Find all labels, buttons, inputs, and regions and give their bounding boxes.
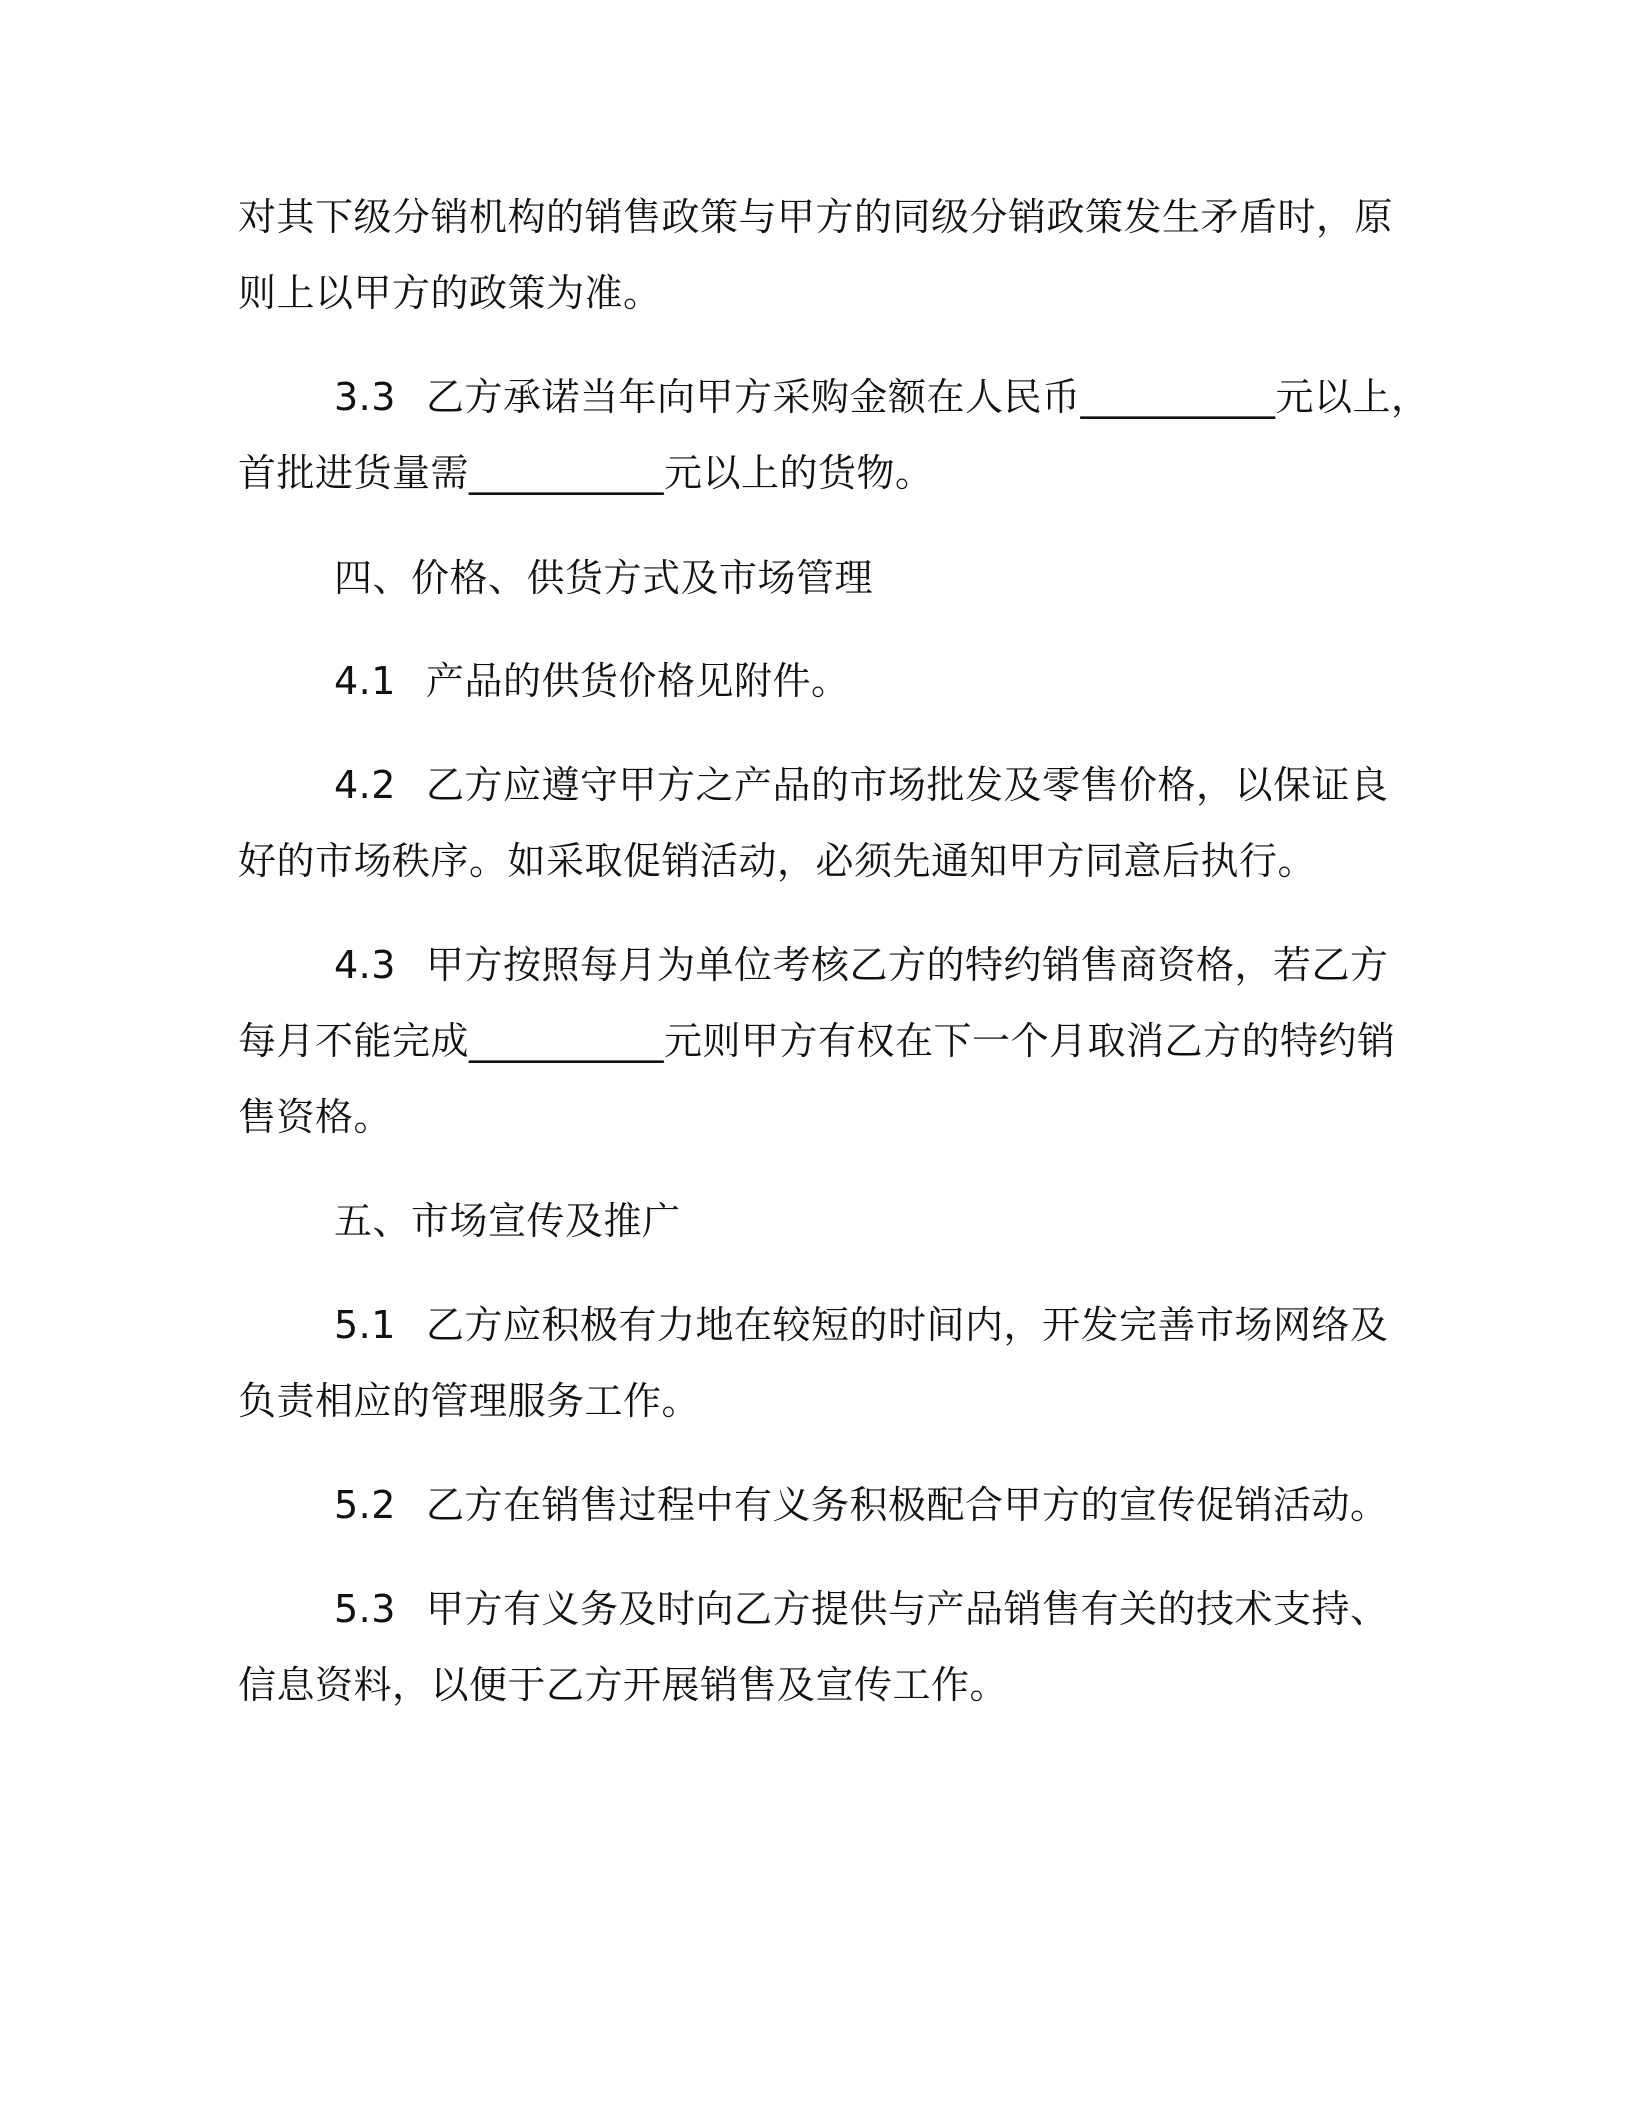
line-text: 每月不能完成__________元则甲方有权在下一个月取消乙方的特约销	[238, 1019, 1396, 1063]
clause-text: 乙方应积极有力地在较短的时间内，开发完善市场网络及	[426, 1303, 1389, 1347]
section-heading-text: 五、市场宣传及推广	[334, 1199, 681, 1243]
line-text: 对其下级分销机构的销售政策与甲方的同级分销政策发生矛盾时，原	[238, 195, 1394, 239]
clause-text: 产品的供货价格见附件。	[426, 659, 850, 703]
clause-text: 乙方承诺当年向甲方采购金额在人民币__________元以上，	[426, 375, 1430, 419]
section-heading-5	[334, 1196, 681, 1246]
text-line	[238, 1376, 700, 1426]
text-line	[238, 1092, 392, 1142]
text-line	[238, 268, 662, 318]
clause-5-2	[334, 1480, 1389, 1530]
clause-text: 甲方按照每月为单位考核乙方的特约销售商资格，若乙方	[426, 943, 1389, 987]
clause-4-1	[334, 656, 850, 706]
line-text: 则上以甲方的政策为准。	[238, 271, 662, 315]
clause-number: 4.3	[334, 943, 396, 987]
clause-number: 3.3	[334, 375, 396, 419]
clause-text: 乙方应遵守甲方之产品的市场批发及零售价格，以保证良	[426, 763, 1389, 807]
clause-text: 乙方在销售过程中有义务积极配合甲方的宣传促销活动。	[426, 1483, 1389, 1527]
text-line	[238, 192, 1393, 242]
clause-5-3	[334, 1584, 1389, 1634]
clause-number: 5.3	[334, 1587, 396, 1631]
clause-4-2	[334, 760, 1389, 810]
clause-number: 4.1	[334, 659, 396, 703]
clause-text: 甲方有义务及时向乙方提供与产品销售有关的技术支持、	[426, 1587, 1389, 1631]
line-text: 负责相应的管理服务工作。	[238, 1379, 701, 1423]
clause-number: 5.1	[334, 1303, 396, 1347]
clause-number: 4.2	[334, 763, 396, 807]
text-line	[238, 836, 1316, 886]
text-line	[238, 448, 934, 498]
section-heading-4	[334, 553, 873, 603]
line-text: 信息资料，以便于乙方开展销售及宣传工作。	[238, 1663, 1009, 1707]
text-line	[238, 1016, 1396, 1066]
clause-4-3	[334, 940, 1389, 990]
text-line	[238, 1660, 1008, 1710]
line-text: 首批进货量需__________元以上的货物。	[238, 451, 934, 495]
clause-3-3	[334, 372, 1430, 422]
section-heading-text: 四、价格、供货方式及市场管理	[334, 556, 874, 600]
line-text: 售资格。	[238, 1095, 393, 1139]
clause-number: 5.2	[334, 1483, 396, 1527]
line-text: 好的市场秩序。如采取促销活动，必须先通知甲方同意后执行。	[238, 839, 1317, 883]
clause-5-1	[334, 1300, 1389, 1350]
